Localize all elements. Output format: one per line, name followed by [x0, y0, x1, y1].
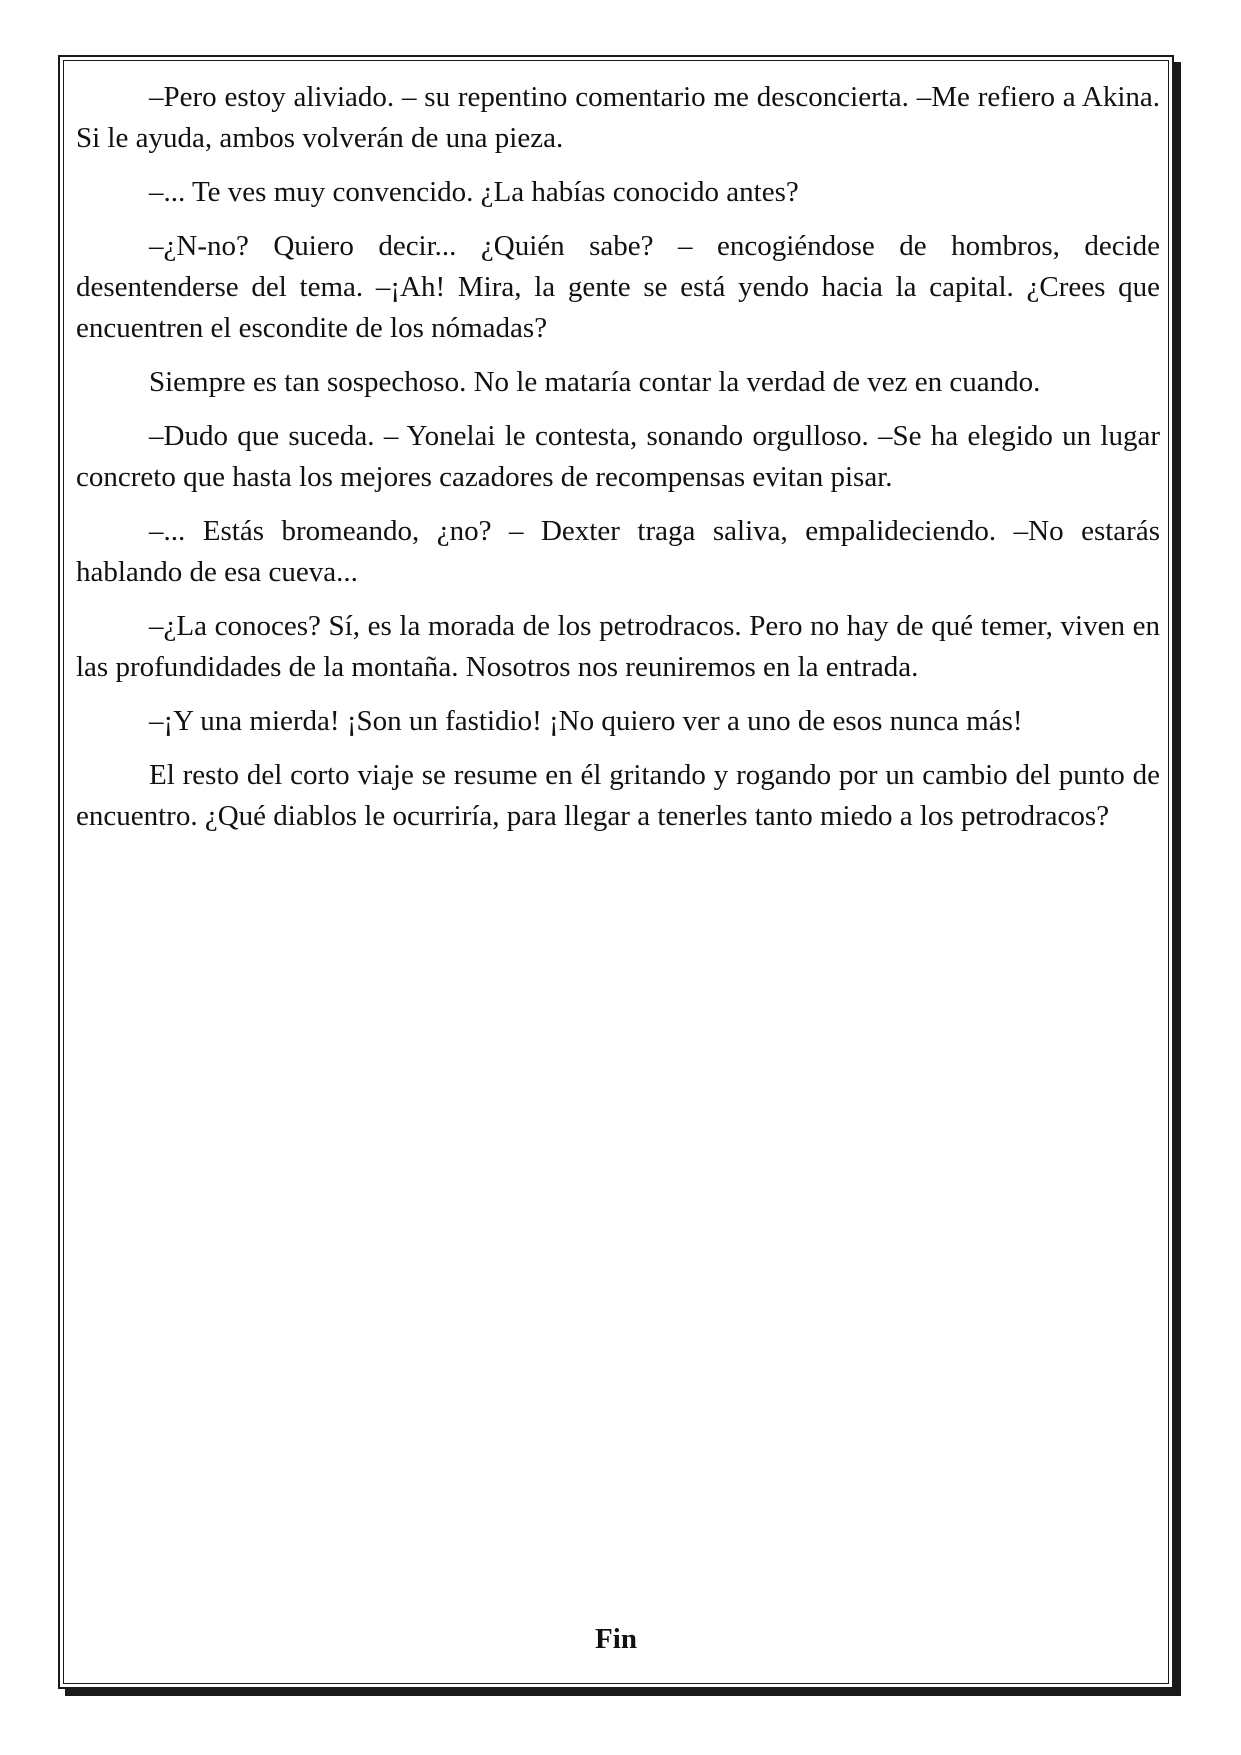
page-frame	[58, 55, 1174, 1689]
paragraph: El resto del corto viaje se resume en él gritando y rogando por un cambio del punto de encuentro. ¿Qué diablos le ocurriría, para llegar a tenerles tanto miedo a los petrodracos?	[76, 759, 1160, 832]
paragraph: –... Estás bromeando, ¿no? – Dexter traga saliva, empalideciendo. –No estarás hablando de esa cueva...	[76, 515, 1160, 588]
paragraph: –¡Y una mierda! ¡Son un fastidio! ¡No quiero ver a uno de esos nunca más!	[149, 705, 1023, 737]
paragraph: Siempre es tan sospechoso. No le mataría contar la verdad de vez en cuando.	[149, 366, 1041, 398]
story-text	[76, 77, 1160, 850]
paragraph: –¿N-no? Quiero decir... ¿Quién sabe? – encogiéndose de hombros, decide desentenderse del tema. –¡Ah! Mira, la gente se está yendo hacia la capital. ¿Crees que encuentren el escondite de los nómadas?	[76, 230, 1160, 344]
paragraph: –... Te ves muy convencido. ¿La habías conocido antes?	[149, 176, 799, 208]
end-label: Fin	[595, 1623, 637, 1655]
paragraph: –¿La conoces? Sí, es la morada de los petrodracos. Pero no hay de qué temer, viven en las profundidades de la montaña. Nosotros nos reuniremos en la entrada.	[76, 610, 1160, 683]
paragraph: –Dudo que suceda. – Yonelai le contesta, sonando orgulloso. –Se ha elegido un lugar concreto que hasta los mejores cazadores de recompensas evitan pisar.	[76, 420, 1160, 493]
paragraph: –Pero estoy aliviado. – su repentino comentario me desconcierta. –Me refiero a Akina. Si le ayuda, ambos volverán de una pieza.	[76, 81, 1160, 154]
